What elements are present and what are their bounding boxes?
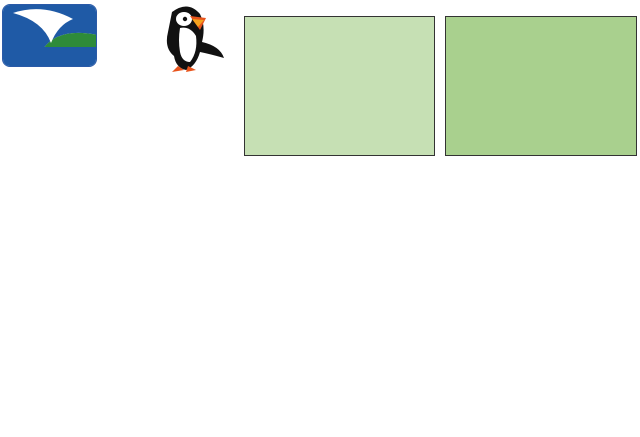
moyenne-saison-block — [244, 16, 435, 156]
haute-saison-header — [446, 17, 636, 43]
logo-emblem-icon — [3, 5, 97, 49]
pleumeur-bodou-logo — [2, 4, 97, 67]
puffin-icon — [150, 2, 225, 72]
page-title — [326, 0, 586, 16]
moyenne-saison-header — [245, 17, 434, 43]
haute-saison-block — [445, 16, 637, 156]
logo-text — [3, 47, 96, 66]
